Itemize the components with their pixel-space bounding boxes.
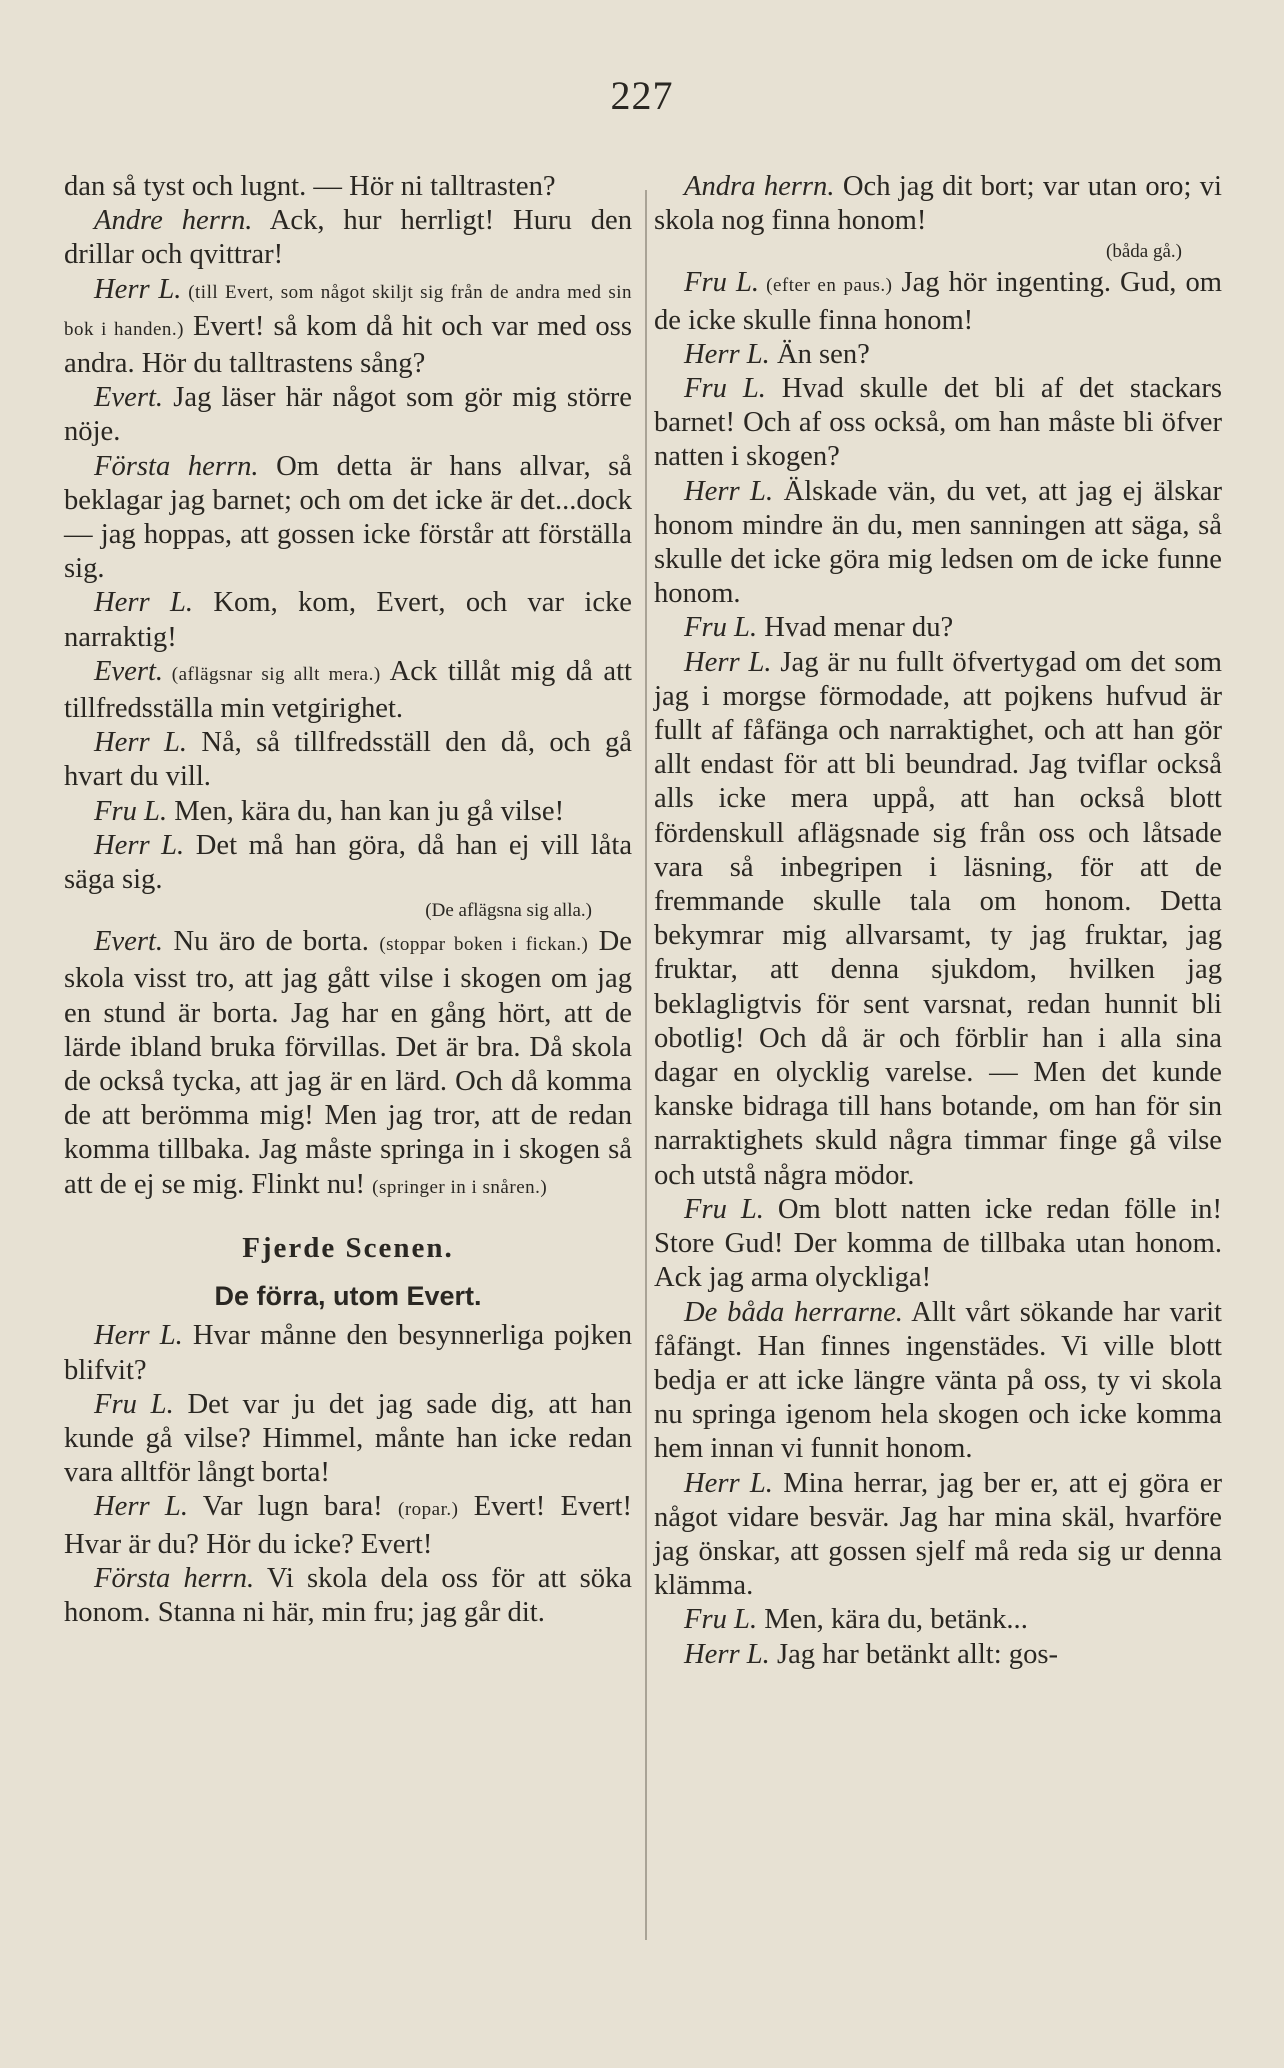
speaker-name: Herr L. [684, 338, 770, 370]
stage-direction: (båda gå.) [1106, 241, 1182, 263]
dialogue-paragraph [654, 1638, 1222, 1672]
right-column-text [654, 170, 1222, 1672]
stage-direction: (stoppar boken i fickan.) [379, 934, 589, 956]
dialogue-text: Om blott natten icke redan fölle in! Store Gud! Der komma de tillbaka utan honom. Ack jag arma olyckliga! [654, 1193, 1222, 1294]
stage-direction: (aflägsnar sig allt mera.) [163, 663, 381, 685]
dialogue-text: Evert! så kom då hit och var med oss andra. Hör du talltrastens sång? [64, 310, 632, 380]
dialogue-text: Var lugn bara! [187, 1491, 399, 1523]
dialogue-paragraph [64, 1388, 632, 1491]
speaker-name: Evert. [94, 926, 164, 958]
dialogue-paragraph [64, 381, 632, 449]
stage-direction: (springer in i snåren.) [372, 1176, 548, 1198]
dialogue-paragraph [64, 1562, 632, 1630]
speaker-name: Fru L. [94, 1388, 174, 1420]
scene-subtitle: De förra, utom Evert. [214, 1281, 482, 1312]
dialogue-text: Om detta är hans allvar, så beklagar jag barnet; och om det icke är det...dock — jag hoppas, att gossen icke förstår att förställa sig. [64, 450, 632, 585]
speaker-name: Fru L. [684, 1604, 758, 1636]
dialogue-text: Vi skola dela oss för att söka honom. Stanna ni här, min fru; jag går dit. [64, 1562, 632, 1628]
speaker-name: Andre herrn. [94, 205, 253, 237]
speaker-name: Fru L. [684, 612, 758, 644]
dialogue-text: Hvar månne den besynnerliga pojken blifvit? [64, 1320, 633, 1386]
dialogue-text: Evert! Evert! Hvar är du? Hör du icke? Evert! [64, 1491, 633, 1560]
dialogue-paragraph [654, 372, 1222, 475]
dialogue-paragraph [654, 266, 1222, 337]
speaker-name: Fru L. [684, 267, 759, 299]
dialogue-text: Och jag dit bort; var utan oro; vi skola nog finna honom! [654, 171, 1222, 237]
dialogue-text: Än sen? [769, 338, 870, 370]
speaker-name: Herr L. [684, 1467, 773, 1499]
speaker-name: Första herrn. [94, 450, 259, 482]
dialogue-text: Mina herrar, jag ber er, att ej göra er något vidare besvär. Jag har mina skäl, hvarföre jag önskar, att gossen sjelf må reda sig ur denna klämma. [654, 1467, 1222, 1602]
dialogue-text: Hvad menar du? [757, 612, 954, 644]
speaker-name: Första herrn. [94, 1562, 255, 1594]
dialogue-paragraph [64, 450, 632, 587]
dialogue-paragraph [64, 925, 632, 1205]
dialogue-text: Det må han göra, då han ej vill låta säga sig. [64, 829, 633, 896]
stage-direction: (till Evert, som något skiljt sig från de andra med sin bok i handen.) [64, 281, 632, 340]
speaker-name: Andra herrn. [684, 171, 835, 202]
speaker-name: Herr L. [94, 829, 185, 861]
stage-direction: (De aflägsna sig alla.) [425, 900, 592, 922]
dialogue-paragraph [654, 1296, 1222, 1467]
dialogue-text: Nå, så tillfredsställ den då, och gå hvart du vill. [64, 727, 632, 793]
dialogue-paragraph [64, 1490, 632, 1561]
dialogue-paragraph [654, 646, 1222, 1193]
dialogue-text: Jag läser här något som gör mig större nöje. [64, 382, 632, 448]
dialogue-paragraph [64, 204, 632, 272]
left-column-text-continued [64, 1319, 632, 1630]
dialogue-paragraph [654, 170, 1222, 238]
dialogue-text: Jag är nu fullt öfvertygad om det som jag i morgse förmodade, att pojkens hufvud är fullt af fåfänga och narraktighet, och att han gör allt endast för att bli beundrad. Jag tviflar också alls icke mera uppå, att han också blott fördenskull aflägsnade sig från oss och låtsade vara så inbegripen i läsning, för att de fremmande skulle tala om honom. Detta bekymrar mig allvarsamt, ty jag fruktar, jag fruktar, att denna sjukdom, hvilken jag beklagligtvis för sent varsnat, redan hunnit bli obotlig! Och då är och förblir han i alla sina dagar en olycklig varelse. — Men det kunde kanske bidraga till hans botande, om han för sin narraktighets skuld några timmar finge gå vilse och utstå några mödor. [654, 646, 1222, 1191]
speaker-name: Herr L. [94, 727, 187, 759]
dialogue-paragraph [654, 611, 1222, 645]
column-divider [645, 190, 647, 1940]
dialogue-paragraph [64, 170, 632, 204]
dialogue-text: Allt vårt sökande har varit fåfängt. Han finnes ingenstädes. Vi ville blott bedja er att icke längre vänta på oss, ty vi skola nu springa igenom hela skogen och icke komma hem innan vi funnit honom. [654, 1296, 1222, 1465]
left-column [64, 170, 632, 1630]
dialogue-text: Kom, kom, Evert, och var icke narraktig! [64, 587, 632, 653]
dialogue-paragraph [654, 1193, 1222, 1296]
dialogue-paragraph [64, 273, 632, 382]
dialogue-text: Men, kära du, han kan ju gå vilse! [167, 795, 565, 827]
dialogue-paragraph [654, 1603, 1222, 1637]
dialogue-paragraph [64, 1319, 632, 1387]
speaker-name: Herr L. [684, 1638, 770, 1670]
stage-direction: (ropar.) [398, 1499, 459, 1521]
dialogue-text: Hvad skulle det bli af det stackars barnet! Och af oss också, om han måste bli öfver natten i skogen? [654, 373, 1222, 473]
dialogue-paragraph [64, 586, 632, 654]
dialogue-text: Men, kära du, betänk... [757, 1604, 1028, 1636]
dialogue-text: Nu äro de borta. [163, 926, 380, 958]
speaker-name: Evert. [94, 655, 164, 687]
right-column [654, 170, 1222, 1672]
speaker-name: Herr L. [94, 587, 194, 619]
speaker-name: Fru L. [684, 373, 766, 405]
stage-direction: (efter en paus.) [759, 275, 893, 297]
dialogue-text: Jag har betänkt allt: gos- [769, 1638, 1059, 1670]
speaker-name: Herr L. [684, 646, 772, 678]
speaker-name: Herr L. [94, 273, 182, 305]
dialogue-text: dan så tyst och lugnt. — Hör ni talltrasten? [64, 171, 556, 202]
speaker-name: Herr L. [94, 1491, 188, 1523]
dialogue-text: De skola visst tro, att jag gått vilse i skogen om jag en stund är borta. Jag har en gång hört, att de lärde ibland bruka förvillas. Det är bra. Då skola de också tycka, att jag är en lärd. Och då komma de att berömma mig! Men jag tror, att de redan komma tillbaka. Jag måste springa in i skogen så att de ej se mig. Flinkt nu! [64, 926, 632, 1200]
scene-title: Fjerde Scenen. [242, 1231, 454, 1264]
speaker-name: Fru L. [94, 795, 168, 827]
dialogue-paragraph [654, 475, 1222, 612]
dialogue-paragraph [64, 655, 632, 726]
speaker-name: Fru L. [684, 1193, 764, 1225]
dialogue-paragraph [654, 338, 1222, 372]
speaker-name: Herr L. [94, 1320, 183, 1352]
left-column-text [64, 170, 632, 1205]
dialogue-text: Ack, hur herrligt! Huru den drillar och qvittrar! [64, 205, 632, 271]
page-number: 227 [610, 73, 674, 118]
dialogue-text: Älskade vän, du vet, att jag ej älskar honom mindre än du, men sanningen att säga, så skulle det icke göra mig ledsen om de icke funne honom. [654, 475, 1222, 610]
dialogue-paragraph [64, 726, 632, 794]
dialogue-paragraph [654, 1467, 1222, 1604]
dialogue-paragraph [64, 795, 632, 829]
dialogue-text: Det var ju det jag sade dig, att han kunde gå vilse? Himmel, månte han icke redan vara alltför långt borta! [64, 1388, 632, 1489]
dialogue-text: Jag hör ingenting. Gud, om de icke skulle finna honom! [654, 267, 1223, 336]
dialogue-paragraph [64, 829, 632, 897]
speaker-name: Evert. [94, 382, 164, 414]
dialogue-text: Ack tillåt mig då att tillfredsställa min vetgirighet. [64, 655, 632, 725]
speaker-name: De båda herrarne. [684, 1296, 903, 1328]
speaker-name: Herr L. [684, 475, 774, 507]
